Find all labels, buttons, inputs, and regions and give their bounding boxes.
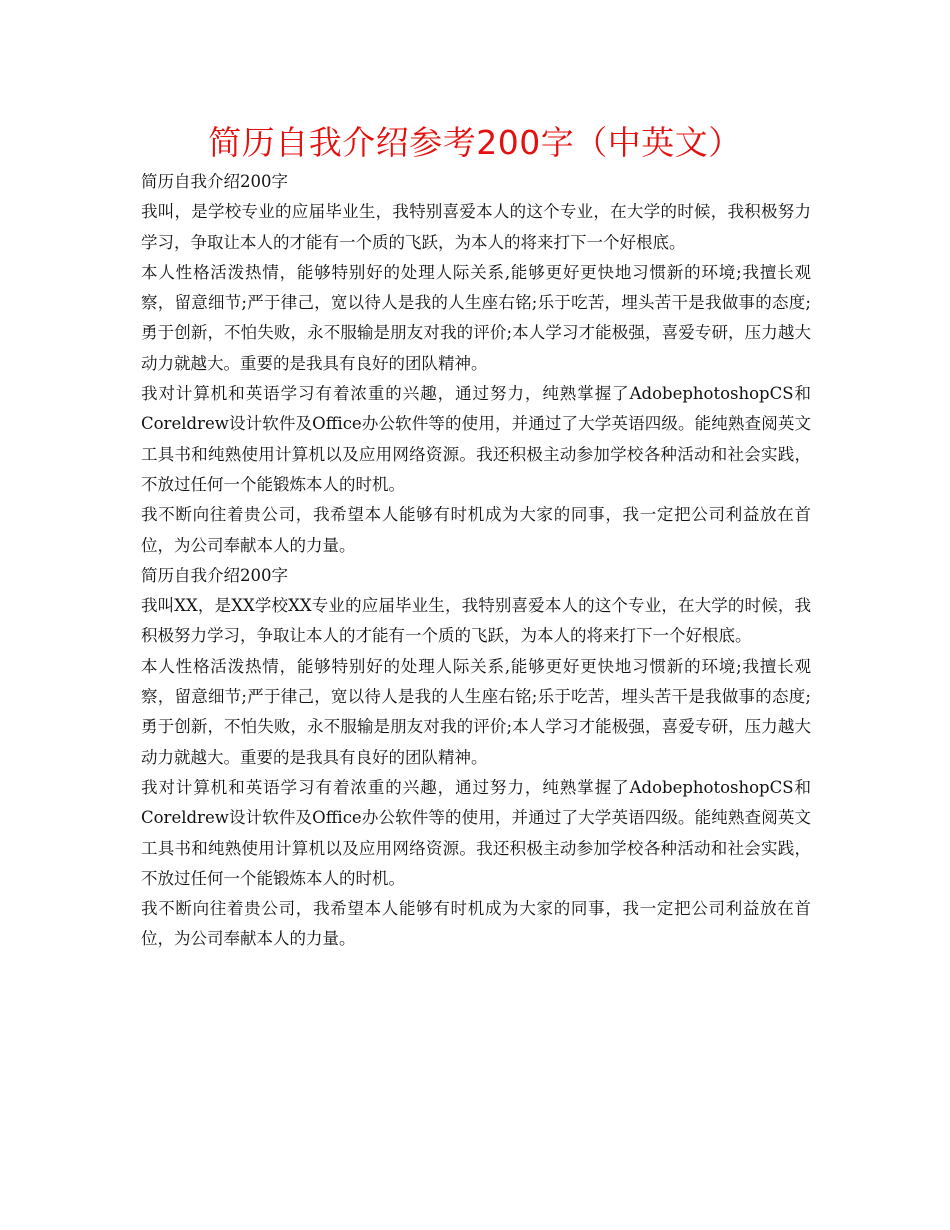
section-heading: 简历自我介绍200字 [141,172,288,191]
section-heading: 简历自我介绍200字 [141,565,288,585]
paragraph: 本人性格活泼热情，能够特别好的处理人际关系,能够更好更快地习惯新的环境;我擅长观察，留意细节;严于律己，宽以待人是我的人生座右铭;乐于吃苦，埋头苦干是我做事的态度;勇于创新，不怕失败，永不服输是朋友对我的评价;本人学习才能极强，喜爱专研，压力越大动力就越大。重要的是我具有良好的团队精神。 [141,656,811,767]
document-title: 简历自我介绍参考200字（中英文） [208,123,742,162]
document-body [141,167,811,955]
paragraph: 我不断向往着贵公司，我希望本人能够有时机成为大家的同事，我一定把公司利益放在首位，为公司奉献本人的力量。 [141,505,811,555]
paragraph: 我对计算机和英语学习有着浓重的兴趣，通过努力，纯熟掌握了AdobephotoshopCS和Coreldrew设计软件及Office办公软件等的使用，并通过了大学英语四级。能纯熟查阅英文工具书和纯熟使用计算机以及应用网络资源。我还积极主动参加学校各种活动和社会实践，不放过任何一个能锻炼本人的时机。 [141,777,811,888]
paragraph: 本人性格活泼热情，能够特别好的处理人际关系,能够更好更快地习惯新的环境;我擅长观察，留意细节;严于律己，宽以待人是我的人生座右铭;乐于吃苦，埋头苦干是我做事的态度;勇于创新，不怕失败，永不服输是朋友对我的评价;本人学习才能极强，喜爱专研，压力越大动力就越大。重要的是我具有良好的团队精神。 [141,262,811,373]
paragraph: 我不断向往着贵公司，我希望本人能够有时机成为大家的同事，我一定把公司利益放在首位，为公司奉献本人的力量。 [141,899,811,949]
paragraph: 我叫，是学校专业的应届毕业生，我特别喜爱本人的这个专业，在大学的时候，我积极努力学习，争取让本人的才能有一个质的飞跃，为本人的将来打下一个好根底。 [141,202,811,252]
paragraph: 我叫XX，是XX学校XX专业的应届毕业生，我特别喜爱本人的这个专业，在大学的时候，我积极努力学习，争取让本人的才能有一个质的飞跃，为本人的将来打下一个好根底。 [141,596,811,646]
paragraph: 我对计算机和英语学习有着浓重的兴趣，通过努力，纯熟掌握了AdobephotoshopCS和Coreldrew设计软件及Office办公软件等的使用，并通过了大学英语四级。能纯熟查阅英文工具书和纯熟使用计算机以及应用网络资源。我还积极主动参加学校各种活动和社会实践，不放过任何一个能锻炼本人的时机。 [141,384,811,494]
